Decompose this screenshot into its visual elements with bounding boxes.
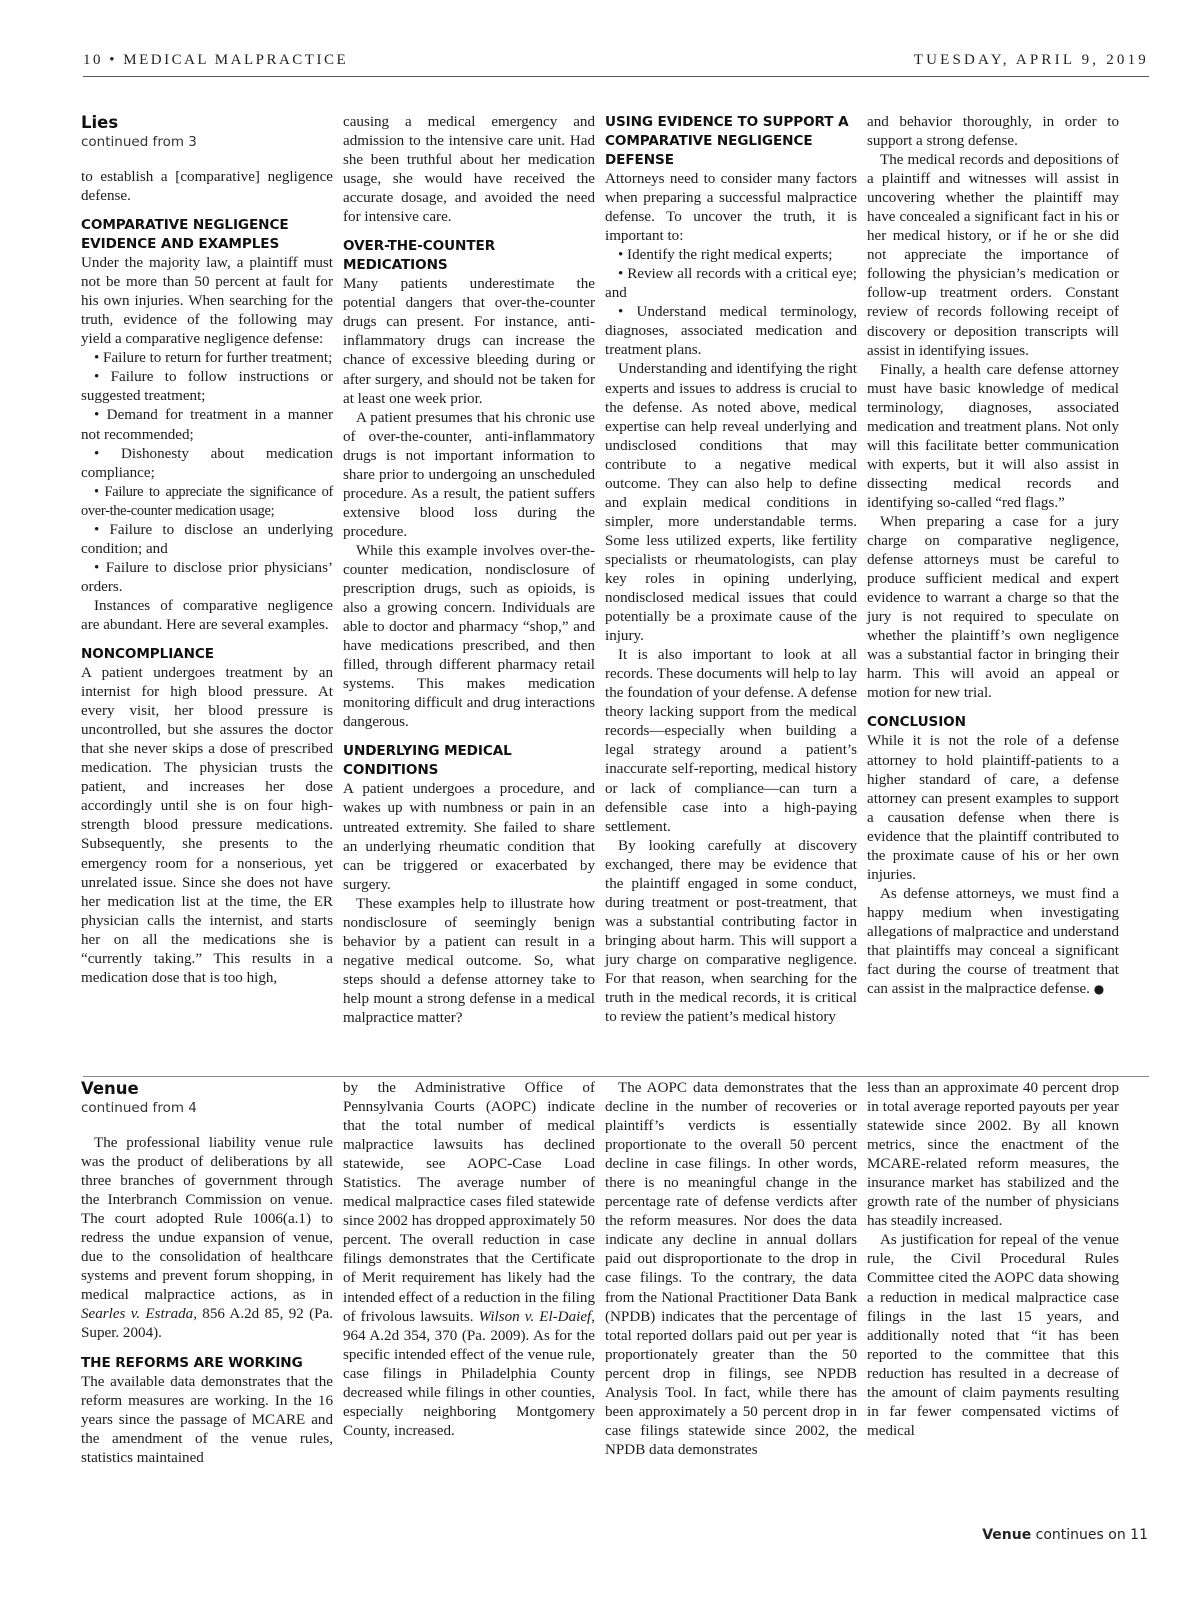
lies-column-4 (867, 113, 1119, 999)
bullet-item: • Failure to return for further treatment; (94, 350, 333, 367)
lies-kicker: Lies (81, 113, 119, 132)
subheading: THE REFORMS ARE WORKING (81, 1354, 303, 1371)
paragraph: When preparing a case for a jury charge on comparative negligence, defense attorneys must be careful to produce sufficient medical and expert evidence to warrant a charge so that the jury is not required to speculate on whether the plaintiff’s own negligence was a substantial factor in bringing their harm. This will avoid an appeal or motion for new trial. (867, 513, 1119, 702)
paragraph: While this example involves over-the-counter medication, nondisclosure of prescription drugs, such as opioids, is also a growing concern. Individuals are able to doctor and pharmacy “shop,” and have medications prescribed, and then filled, through different pharmacy retail systems. This makes medication monitoring difficult and drug interactions dangerous. (343, 542, 595, 731)
paragraph: It is also important to look at all records. These documents will help to lay the foundation of your defense. A defense theory lacking support from the medical records—especially when building a legal strategy around a patient’s inaccurate self-reporting, medical history or lack of compliance—can turn a defensible case into a high-paying settlement. (605, 647, 857, 835)
venue-column-1 (81, 1079, 333, 1468)
header-date: TUESDAY, APRIL 9, 2019 (913, 52, 1149, 68)
end-of-article-bullet-icon: ● (1093, 982, 1105, 997)
section-divider (83, 1076, 1149, 1077)
bullet-item: • Failure to disclose prior physicians’ orders. (81, 559, 333, 595)
subheading: OVER-THE-COUNTER MEDICATIONS (343, 238, 496, 274)
header-section: 10 • MEDICAL MALPRACTICE (83, 52, 349, 68)
venue-column-3 (605, 1079, 857, 1460)
subheading: USING EVIDENCE TO SUPPORT A COMPARATIVE NEGLIGENCE DEFENSE (605, 114, 849, 168)
venue-column-4 (867, 1079, 1119, 1441)
paragraph: causing a medical emergency and admission to the intensive care unit. Had she been truthful about her medication usage, she would have received the accurate dosage, and avoided the need for intensive care. (343, 114, 595, 226)
bullet-item: • Demand for treatment in a manner not recommended; (81, 407, 333, 443)
paragraph: As justification for repeal of the venue rule, the Civil Procedural Rules Committee cited the AOPC data showing a reduction in medical malpractice case filings in the last 15 years, and additionally noted that “it has been reported to the committee that this reduction has resulted in a decrease of the amount of claim payments resulting in far fewer compensated victims of medical (867, 1232, 1119, 1439)
case-citation: Searles v. Estrada (81, 1306, 194, 1323)
paragraph-text: As defense attorneys, we must find a happy medium when investigating allegations of malpractice and understand that plaintiffs may conceal a significant fact during the course of treatment that can assist in the malpractice defense. (867, 885, 1119, 998)
lies-column-1 (81, 113, 333, 988)
paragraph: By looking carefully at discovery exchanged, there may be evidence that the plaintiff engaged in some conduct, during treatment or post-treatment, that was a substantial contributing factor in bringing about harm. This will support a jury charge on comparative negligence. For that reason, when searching for the truth in the medical records, it is critical to review the patient’s medical history (605, 837, 857, 1026)
paragraph: Finally, a health care defense attorney must have basic knowledge of medical terminology, diagnoses, associated medication and treatment plans. Not only will this facilitate better communication with experts, but it will also assist in dissecting medical records and identifying so-called “red flags.” (867, 361, 1119, 511)
paragraph: Many patients underestimate the potential dangers that over-the-counter drugs can present. For instance, anti-inflammatory drugs can increase the chance of excessive bleeding during or after surgery, and should not be taken for at least one week prior. (343, 276, 595, 407)
paragraph: Instances of comparative negligence are abundant. Here are several examples. (81, 597, 333, 633)
paragraph (343, 1079, 595, 1441)
bullet-item: • Failure to appreciate the significance of over-the-counter medication usage; (81, 483, 333, 519)
lies-continued-from: continued from 3 (81, 134, 197, 150)
paragraph: The medical records and depositions of a plaintiff and witnesses will assist in uncovering whether the plaintiff may have concealed a significant fact in his or her medical history, or if he or she did not appreciate the importance of following the physician’s medication or follow-up treatment orders. Constant review of records following receipt of discovery or deposition transcripts will assist in identifying issues. (867, 152, 1119, 359)
citation-text: , 856 A.2d 85, 92 (Pa. Super. 2004). (81, 1306, 333, 1342)
subheading: NONCOMPLIANCE (81, 646, 214, 663)
bullet-item: • Review all records with a critical eye; and (605, 266, 857, 302)
lies-column-2 (343, 113, 595, 1028)
jump-text: continues on 11 (1031, 1527, 1148, 1543)
paragraph: A patient undergoes a procedure, and wakes up with numbness or pain in an untreated extremity. She failed to share an underlying rheumatic condition that can be triggered or exacerbated by surgery. (343, 781, 595, 893)
paragraph: less than an approximate 40 percent drop in total average reported payouts per year statewide since 2002. By all known metrics, since the enactment of the MCARE-related reform measures, the insurance market has stabilized and the growth rate of the number of physicians has steadily increased. (867, 1080, 1119, 1230)
paragraph: While it is not the role of a defense attorney to hold plaintiff-patients to a higher standard of care, a defense attorney can present examples to support a causation defense when there is evidence that the plaintiff contributed to the proximate cause of his or her own injuries. (867, 733, 1119, 883)
page-header (83, 52, 1149, 77)
paragraph: A patient undergoes treatment by an internist for high blood pressure. At every visit, her blood pressure is uncontrolled, but she assures the doctor that she never skips a dose of prescribed medication. The physician trusts the patient, and increases her dose accordingly until she is on four high-strength blood pressure medications. Subsequently, she presents to the emergency room for a nonserious, yet unrelated issue. Since she does not have her medication list at the time, the ER physician calls the internist, and starts her on all the medications she is “currently taking.” This results in a medication dose that is too high, (81, 665, 333, 986)
bullet-item: • Failure to disclose an underlying condition; and (81, 521, 333, 557)
lies-column-3 (605, 113, 857, 1027)
paragraph: Understanding and identifying the right experts and issues to address is crucial to the defense. As noted above, medical expertise can help reveal underlying and undisclosed conditions that may contribute to a negative medical outcome. They can also help to define and explain medical conditions in simpler, more understandable terms. Some less utilized experts, like fertility specialists or rheumatologists, can play key roles in opining underlying, nondisclosed medical issues that could potentially be a proximate cause of the injury. (605, 361, 857, 645)
paragraph-text: The professional liability venue rule was the product of deliberations by all three branches of government through the Interbranch Commission on venue. The court adopted Rule 1006(a.1) to redress the undue expansion of venue, due to the consolidation of healthcare systems and prevent forum shopping, in medical malpractice actions, as in (81, 1135, 333, 1304)
paragraph: The available data demonstrates that the reform measures are working. In the 16 years since the passage of MCARE and the amendment of the venue rules, statistics maintained (81, 1373, 333, 1466)
paragraph (81, 1134, 333, 1344)
venue-column-2 (343, 1079, 595, 1441)
jump-label: Venue (982, 1527, 1032, 1543)
bullet-item: • Identify the right medical experts; (618, 247, 833, 264)
paragraph: Under the majority law, a plaintiff must not be more than 50 percent at fault for his own injuries. When searching for the truth, evidence of the following may yield a comparative negligence defense: (81, 255, 333, 348)
paragraph: and behavior thoroughly, in order to support a strong defense. (867, 114, 1119, 150)
subheading: UNDERLYING MEDICAL CONDITIONS (343, 743, 512, 779)
bullet-item: • Failure to follow instructions or suggested treatment; (81, 369, 333, 405)
case-citation: Wilson v. El-Daief (478, 1308, 592, 1325)
paragraph: Attorneys need to consider many factors when preparing a successful malpractice defense. To uncover the truth, it is important to: (605, 171, 857, 245)
paragraph (867, 885, 1119, 999)
paragraph: These examples help to illustrate how nondisclosure of seemingly benign behavior by a patient can result in a negative medical outcome. So, what steps should a defense attorney take to help mount a strong defense in a medical malpractice matter? (343, 895, 595, 1026)
subheading: CONCLUSION (867, 714, 966, 731)
bullet-item: • Understand medical terminology, diagnoses, associated medication and treatment plans. (605, 304, 857, 359)
citation-text: , 964 A.2d 354, 370 (Pa. 2009). As for the specific intended effect of the venue rule, case filings in Philadelphia County decreased while filings in other counties, especially neighboring Montgomery County, increased. (343, 1308, 595, 1439)
subheading: COMPARATIVE NEGLIGENCE EVIDENCE AND EXAMPLES (81, 217, 289, 253)
paragraph: The AOPC data demonstrates that the decline in the number of recoveries or plaintiff’s verdicts is essentially proportionate to the overall 50 percent decline in case filings. In other words, there is no meaningful change in the percentage rate of defense verdicts after the reform measures. Nor does the data indicate any decline in annual dollars paid out disproportionate to the drop in case filings. To the contrary, the data from the National Practitioner Data Bank (NPDB) indicates that the percentage of total reported dollars paid out per year is proportionately greater than the 50 percent drop in filings, see NPDB Analysis Tool. In fact, while there has been approximately a 50 percent drop in case filings statewide since 2002, the NPDB data demonstrates (605, 1080, 857, 1458)
bullet-item: • Dishonesty about medication compliance; (81, 445, 333, 481)
venue-continued-from: continued from 4 (81, 1100, 197, 1116)
paragraph-text: by the Administrative Office of Pennsylvania Courts (AOPC) indicate that the total number of medical malpractice lawsuits has declined statewide, see AOPC-Case Load Statistics. The average number of medical malpractice cases filed statewide since 2002 has dropped approximately 50 percent. The overall reduction in case filings demonstrates that the Certificate of Merit requirement has likely had the intended effect of a reduction in the filing of frivolous lawsuits. (343, 1080, 595, 1325)
paragraph: A patient presumes that his chronic use of over-the-counter, anti-inflammatory drugs is not important information to share prior to undergoing an unscheduled procedure. As a result, the patient suffers extensive blood loss during the procedure. (343, 409, 595, 540)
venue-continues-on (982, 1527, 1148, 1543)
paragraph: to establish a [comparative] negligence defense. (81, 169, 333, 205)
venue-kicker: Venue (81, 1079, 139, 1098)
